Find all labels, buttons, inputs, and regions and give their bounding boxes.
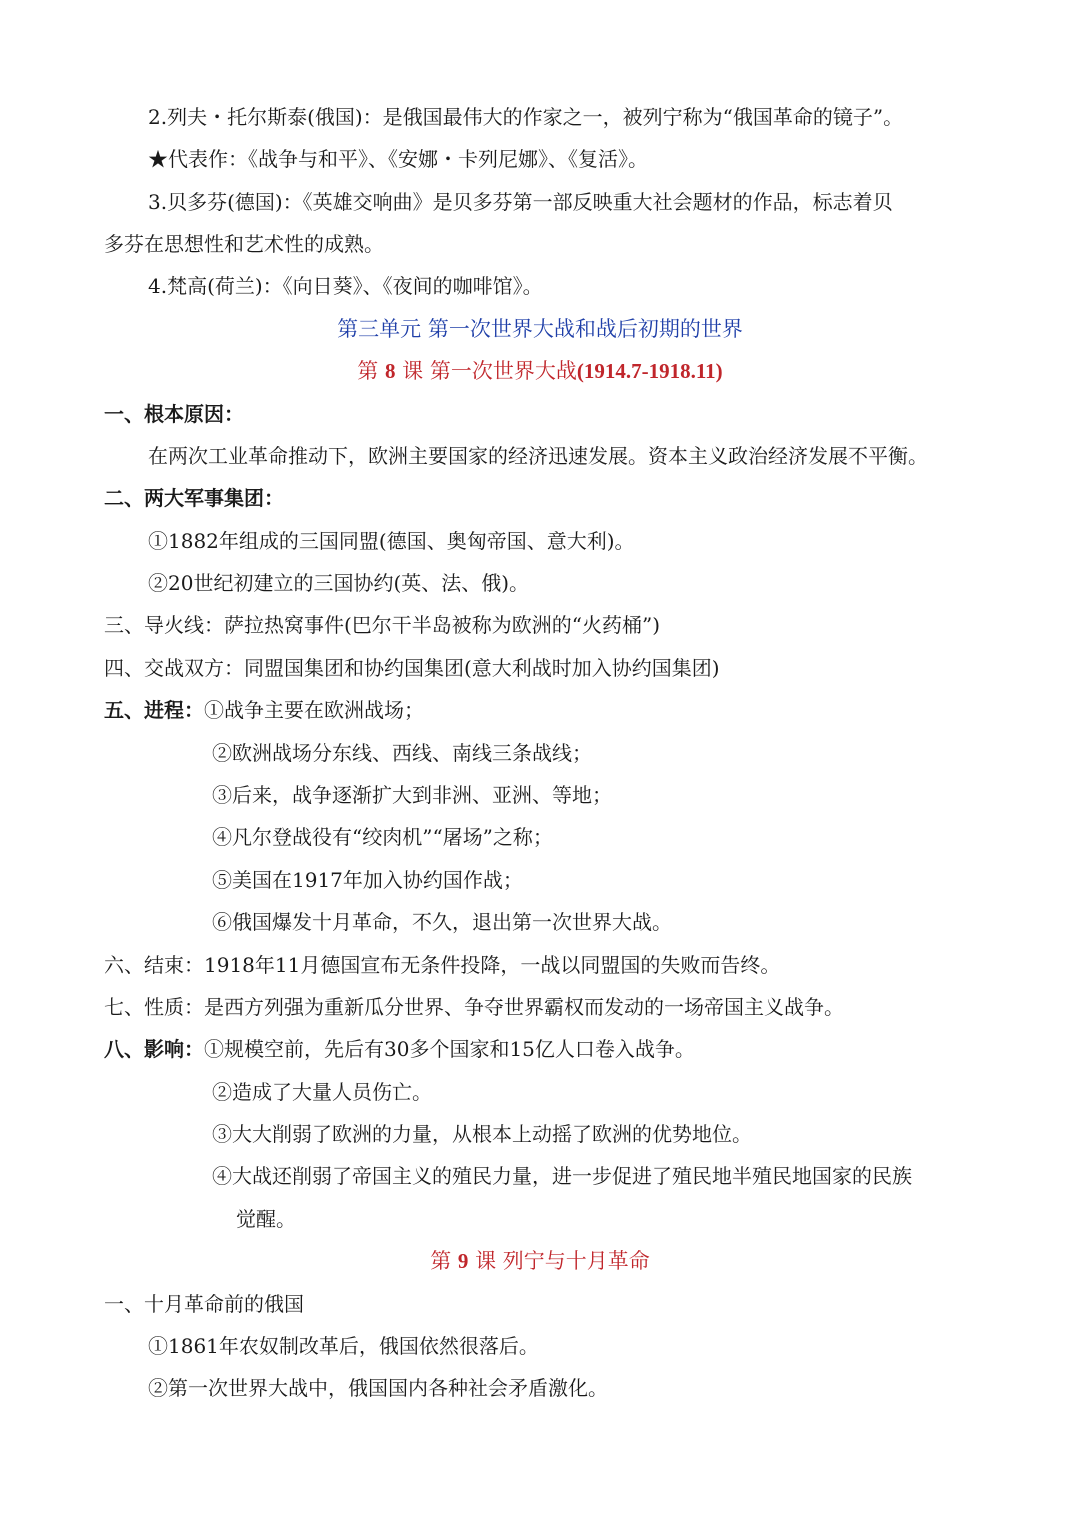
section-5-item-2: ②欧洲战场分东线、西线、南线三条战线；	[212, 741, 592, 765]
section-2-item-1: ①1882年组成的三国同盟(德国、奥匈帝国、意大利)。	[148, 529, 635, 553]
section-2-item-2: ②20世纪初建立的三国协约(英、法、俄)。	[148, 571, 530, 595]
section-5-item-3: ③后来，战争逐渐扩大到非洲、亚洲、等地；	[212, 783, 612, 807]
lesson-9-prefix: 第	[430, 1249, 452, 1273]
section-8-item-1: ①规模空前，先后有30多个国家和15亿人口卷入战争。	[204, 1037, 695, 1061]
lesson-9-section-1-label: 一、十月革命前的俄国	[104, 1292, 304, 1316]
section-3: 三、导火线：萨拉热窝事件(巴尔干半岛被称为欧洲的“火药桶”)	[104, 613, 661, 637]
lesson-8-dates: (1914.7-1918.11)	[576, 359, 723, 383]
section-8-item-2: ②造成了大量人员伤亡。	[212, 1080, 432, 1104]
lesson-9-title: 课 列宁与十月革命	[475, 1249, 650, 1273]
section-8-item-4-continued: 觉醒。	[236, 1207, 296, 1231]
lesson-8-number: 8	[384, 359, 396, 383]
section-5-item-1: ①战争主要在欧洲战场；	[204, 698, 424, 722]
section-8-item-3: ③大大削弱了欧洲的力量，从根本上动摇了欧洲的优势地位。	[212, 1122, 752, 1146]
section-8-label: 八、影响：	[104, 1037, 204, 1061]
section-6: 六、结束：1918年11月德国宣布无条件投降，一战以同盟国的失败而告终。	[104, 953, 781, 977]
section-5-item-5: ⑤美国在1917年加入协约国作战；	[212, 868, 523, 892]
intro-line-1: 2.列夫・托尔斯泰(俄国)：是俄国最伟大的作家之一，被列宁称为“俄国革命的镜子”。	[148, 105, 904, 129]
lesson-9-number: 9	[457, 1249, 469, 1273]
section-5-item-6: ⑥俄国爆发十月革命，不久，退出第一次世界大战。	[212, 910, 672, 934]
section-8-item-4: ④大战还削弱了帝国主义的殖民力量，进一步促进了殖民地半殖民地国家的民族	[212, 1164, 912, 1188]
lesson-8-title: 课 第一次世界大战	[402, 359, 577, 383]
unit-heading: 第三单元 第一次世界大战和战后初期的世界	[337, 317, 743, 341]
section-4: 四、交战双方：同盟国集团和协约国集团(意大利战时加入协约国集团)	[104, 656, 720, 680]
lesson-8-heading	[0, 357, 1080, 385]
section-7: 七、性质：是西方列强为重新瓜分世界、争夺世界霸权而发动的一场帝国主义战争。	[104, 995, 844, 1019]
lesson-9-heading	[0, 1247, 1080, 1275]
lesson-8-prefix: 第	[357, 359, 379, 383]
section-5-item-4: ④凡尔登战役有“绞肉机”“屠场”之称；	[212, 825, 553, 849]
section-1-text: 在两次工业革命推动下，欧洲主要国家的经济迅速发展。资本主义政治经济发展不平衡。	[148, 444, 928, 468]
section-5	[104, 696, 424, 724]
intro-line-2: ★代表作：《战争与和平》、《安娜・卡列尼娜》、《复活》。	[148, 147, 648, 171]
lesson-9-section-1-item-2: ②第一次世界大战中，俄国国内各种社会矛盾激化。	[148, 1376, 608, 1400]
intro-line-4: 多芬在思想性和艺术性的成熟。	[104, 232, 384, 256]
intro-line-3: 3.贝多芬(德国)：《英雄交响曲》是贝多芬第一部反映重大社会题材的作品，标志着贝	[148, 190, 893, 214]
section-1-label: 一、根本原因：	[104, 402, 244, 426]
lesson-9-section-1-item-1: ①1861年农奴制改革后，俄国依然很落后。	[148, 1334, 539, 1358]
section-2-label: 二、两大军事集团：	[104, 486, 284, 510]
section-5-label: 五、进程：	[104, 698, 204, 722]
intro-line-5: 4.梵高(荷兰)：《向日葵》、《夜间的咖啡馆》。	[148, 274, 543, 298]
section-8	[104, 1035, 695, 1063]
